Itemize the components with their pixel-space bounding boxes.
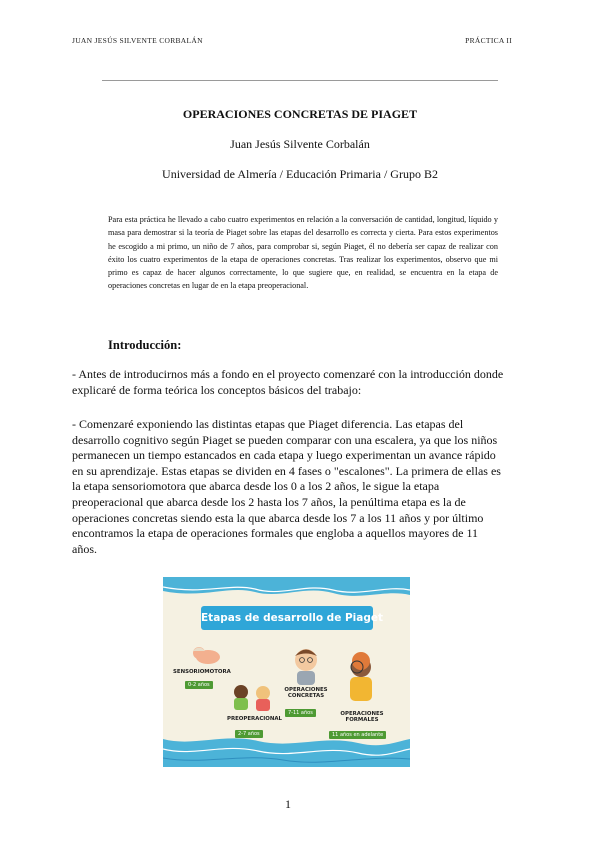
introduction-heading: Introducción: [108,338,182,352]
stage-age-sensoriomotora: 0-2 años [185,681,213,689]
abstract: Para esta práctica he llevado a cabo cuatro experimentos en relación a la conversación de cantidad, longitud, líquido y masa para demostrar si la teoría de Piaget sobre las etapas del desarrollo es correcta y cierta. Para estos experimentos he escogido a mi primo, un niño de 7 años, para comprobar si, según Piaget, él no debería ser capaz de realizar con éxito los cuatro experimentos de la etapa de operaciones concretas. Tras realizar los experimentos, observo que mi primo es capaz de hacer algunos correctamente, lo que sugiere que, en realidad, se encuentra en la etapa de operaciones concretas en lugar de en la etapa preoperacional. [108,215,498,291]
piaget-stages-figure [163,577,410,767]
running-header-practice: PRÁCTICA II [465,36,512,45]
page-number: 1 [285,797,291,811]
stage-label-operaciones-concretas: OPERACIONES CONCRETAS [284,687,328,700]
stage-age-preoperacional: 2-7 años [235,730,263,738]
title-divider [102,80,498,81]
stage-age-operaciones-concretas: 7-11 años [285,709,316,717]
stage-label-operaciones-formales: OPERACIONES FORMALES [340,711,384,724]
intro-paragraph-1: - Antes de introducirnos más a fondo en el proyecto comenzaré con la introducción donde explicaré de forma teórica los conceptos básicos del trabajo: [72,367,504,397]
paper-author: Juan Jesús Silvente Corbalán [230,137,370,151]
stage-label-preoperacional: PREOPERACIONAL [227,716,282,722]
stage-label-sensoriomotora: SENSORIOMOTORA [173,669,231,675]
paper-affiliation: Universidad de Almería / Educación Primaria / Grupo B2 [162,167,438,181]
paper-title: OPERACIONES CONCRETAS DE PIAGET [182,107,418,121]
stage-age-operaciones-formales: 11 años en adelante [329,731,386,739]
figure-title: Etapas de desarrollo de Piaget [201,606,373,630]
running-header-author: JUAN JESÚS SILVENTE CORBALÁN [72,36,203,45]
intro-paragraph-2: - Comenzaré exponiendo las distintas etapas que Piaget diferencia. Las etapas del desarrollo cognitivo según Piaget se pueden comparar con una escalera, ya que los niños permanecen un tiempo estancados en cada etapa y luego experimentan un avance rápido en su aprendizaje. Estas etapas se dividen en 4 fases o "escalones". La primera de ellas es la etapa sensoriomotora que abarca desde los 0 a los 2 años, le sigue la etapa preoperacional que abarca desde los 2 hasta los 7 años, la penúltima etapa es la de operaciones concretas siendo esta la que abarca desde los 7 a los 11 años y por último encontramos la etapa de operaciones formales que engloba a aquellos mayores de 11 años. [72,417,501,556]
